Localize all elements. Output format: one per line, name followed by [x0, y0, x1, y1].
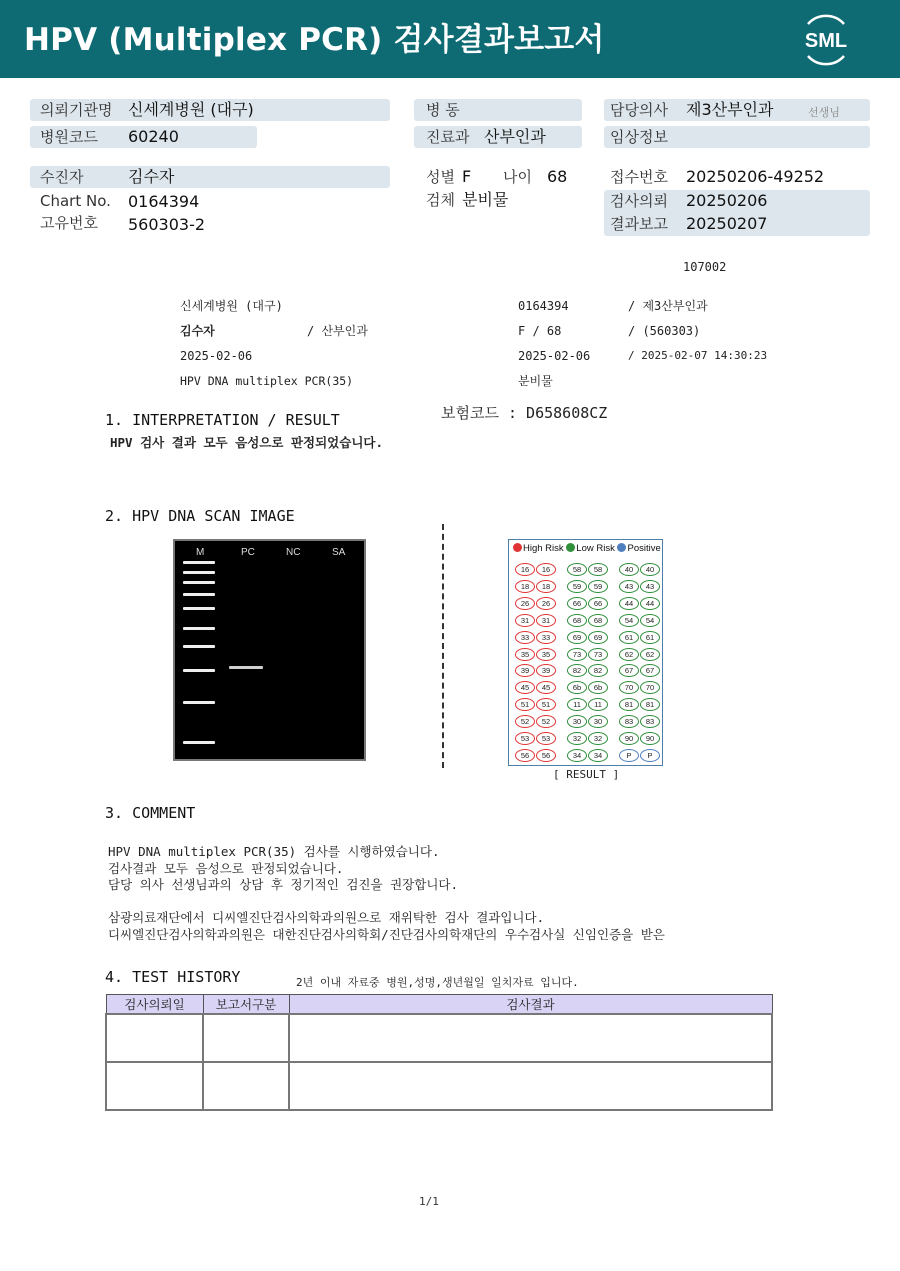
history-header-row [106, 995, 772, 1015]
genotype-pill: 18 [515, 580, 535, 593]
marker-band [183, 627, 215, 630]
institution-label: 의뢰기관명 [40, 101, 113, 119]
genotype-pill: 70 [619, 681, 639, 694]
genotype-pill: 52 [515, 715, 535, 728]
marker-band [183, 701, 215, 704]
history-col-request-date: 검사의뢰일 [106, 995, 203, 1015]
divider-dashed [442, 524, 444, 768]
genotype-pill: 45 [536, 681, 556, 694]
genotype-pill: 45 [515, 681, 535, 694]
patient-value: 김수자 [128, 167, 175, 186]
specimen-label: 검체 [426, 191, 455, 209]
genotype-pill: 11 [588, 698, 608, 711]
genotype-pill: 61 [640, 631, 660, 644]
genotype-pill: 31 [515, 614, 535, 627]
genotype-pill: 67 [619, 664, 639, 677]
genotype-pill: 51 [536, 698, 556, 711]
genotype-pill: 68 [567, 614, 587, 627]
interpretation-text: HPV 검사 결과 모두 음성으로 판정되었습니다. [110, 435, 384, 450]
genotype-pill: P [640, 749, 660, 762]
history-cell [289, 1014, 772, 1062]
genotype-pill: 62 [640, 648, 660, 661]
genotype-pill: 26 [515, 597, 535, 610]
genotype-pill: 81 [640, 698, 660, 711]
genotype-pill: 11 [567, 698, 587, 711]
genotype-pill: 26 [536, 597, 556, 610]
sheet-date2: 2025-02-06 [518, 349, 591, 363]
history-note: 2년 이내 자료중 병원,성명,생년월일 일치자료 입니다. [296, 976, 579, 989]
gel-lane-label: NC [286, 547, 301, 558]
genotype-pill: 6b [567, 681, 587, 694]
clinical-label: 임상정보 [610, 128, 668, 146]
genotype-pill: 62 [619, 648, 639, 661]
genotype-pill: 18 [536, 580, 556, 593]
table-row [106, 1062, 772, 1110]
history-cell [106, 1014, 203, 1062]
sheet-chart: 0164394 [518, 299, 569, 313]
genotype-pill: 56 [536, 749, 556, 762]
dept-value: 산부인과 [484, 127, 546, 146]
legend-low-risk-dot [566, 543, 575, 552]
genotype-pill: 66 [588, 597, 608, 610]
doctor-suffix: 선생님 [808, 106, 840, 119]
genotype-pill: 44 [640, 597, 660, 610]
marker-band [183, 741, 215, 744]
genotype-pill: 33 [536, 631, 556, 644]
genotype-pill: 58 [567, 563, 587, 576]
comment-line: 검사결과 모두 음성으로 판정되었습니다. [108, 861, 344, 876]
genotype-pill: 34 [588, 749, 608, 762]
request-date-value: 20250206 [686, 191, 768, 210]
doctor-value: 제3산부인과 [686, 100, 774, 119]
marker-band [183, 571, 215, 574]
genotype-pill: 58 [588, 563, 608, 576]
genotype-pill: 43 [619, 580, 639, 593]
sheet-dept: / 산부인과 [307, 324, 368, 338]
legend-high-risk-dot [513, 543, 522, 552]
genotype-pill: 69 [588, 631, 608, 644]
legend [513, 543, 661, 554]
marker-band [183, 607, 215, 610]
table-row [106, 1014, 772, 1062]
hospital-code-value: 60240 [128, 127, 179, 146]
legend-positive: Positive [627, 543, 661, 554]
ward-label: 병 동 [426, 101, 460, 119]
gel-lane-label: SA [332, 547, 346, 558]
gel-lane-label: PC [241, 547, 255, 558]
receipt-label: 접수번호 [610, 168, 668, 186]
result-caption: [ RESULT ] [553, 768, 620, 781]
section-comment-title: 3. COMMENT [105, 804, 196, 822]
sheet-hospital: 신세계병원 (대구) [180, 299, 283, 313]
logo-text: SML [804, 30, 848, 52]
unique-id-value: 560303-2 [128, 215, 206, 234]
sheet-test-name: HPV DNA multiplex PCR(35) [180, 374, 354, 388]
genotype-pill: 68 [588, 614, 608, 627]
patient-row-bg [30, 166, 390, 188]
comment-line: 담당 의사 선생님과의 상담 후 정기적인 검진을 권장합니다. [108, 877, 459, 892]
genotype-pill: 70 [640, 681, 660, 694]
genotype-pill: 6b [588, 681, 608, 694]
history-cell [106, 1062, 203, 1110]
genotype-pill: 54 [619, 614, 639, 627]
sheet-doctor: / 제3산부인과 [628, 299, 708, 313]
page-number: 1/1 [419, 1195, 439, 1208]
sml-logo [798, 12, 854, 68]
sheet-specimen: 분비물 [518, 374, 553, 388]
request-date-label: 검사의뢰 [610, 192, 668, 210]
marker-band [183, 645, 215, 648]
pc-band [229, 666, 263, 669]
report-date-value: 20250207 [686, 214, 768, 233]
genotype-pill: 40 [619, 563, 639, 576]
genotype-pill: 32 [588, 732, 608, 745]
genotype-pill: 16 [536, 563, 556, 576]
sheet-sex-age: F / 68 [518, 324, 562, 338]
insurance-code: 보험코드 : D658608CZ [441, 404, 608, 422]
dept-label: 진료과 [426, 128, 470, 146]
genotype-pill: 69 [567, 631, 587, 644]
chart-label: Chart No. [40, 192, 111, 210]
sex-value: F [462, 167, 472, 186]
genotype-pill: 40 [640, 563, 660, 576]
sheet-code: 107002 [683, 260, 727, 274]
age-value: 68 [547, 167, 568, 186]
hospital-code-label: 병원코드 [40, 128, 98, 146]
age-label: 나이 [503, 168, 532, 186]
history-cell [203, 1062, 289, 1110]
genotype-pill: 83 [619, 715, 639, 728]
sex-label: 성별 [426, 168, 455, 186]
patient-label: 수진자 [40, 168, 84, 186]
genotype-pill: 59 [567, 580, 587, 593]
genotype-pill: 81 [619, 698, 639, 711]
comment-line: 디씨엘진단검사의학과의원은 대한진단검사의학회/진단검사의학재단의 우수검사실 신임인증을 받은 [108, 927, 665, 942]
receipt-value: 20250206-49252 [686, 167, 825, 186]
comment-line: HPV DNA multiplex PCR(35) 검사를 시행하였습니다. [108, 844, 440, 859]
institution-value: 신세계병원 (대구) [128, 100, 254, 119]
genotype-pill: 33 [515, 631, 535, 644]
genotype-pill: 61 [619, 631, 639, 644]
genotype-pill: 39 [536, 664, 556, 677]
marker-band [183, 561, 215, 564]
genotype-pill: 34 [567, 749, 587, 762]
genotype-pill: P [619, 749, 639, 762]
genotype-pill: 35 [536, 648, 556, 661]
legend-positive-dot [617, 543, 626, 552]
genotype-pill: 67 [640, 664, 660, 677]
report-header [0, 0, 900, 78]
sheet-birth: / (560303) [628, 324, 701, 338]
section-interpretation-title: 1. INTERPRETATION / RESULT [105, 411, 340, 429]
marker-band [183, 593, 215, 596]
history-cell [203, 1014, 289, 1062]
genotype-pill: 44 [619, 597, 639, 610]
unique-id-label: 고유번호 [40, 214, 98, 232]
history-col-result: 검사결과 [289, 995, 772, 1015]
legend-low-risk: Low Risk [576, 543, 615, 554]
genotype-pill: 53 [536, 732, 556, 745]
genotype-pill: 59 [588, 580, 608, 593]
genotype-pill: 83 [640, 715, 660, 728]
history-cell [289, 1062, 772, 1110]
gel-image [173, 539, 366, 761]
genotype-pill: 16 [515, 563, 535, 576]
genotype-pill: 53 [515, 732, 535, 745]
marker-band [183, 669, 215, 672]
section-history-title: 4. TEST HISTORY [105, 968, 241, 986]
genotype-pill: 39 [515, 664, 535, 677]
legend-high-risk: High Risk [523, 543, 564, 554]
sheet-patient: 김수자 [180, 324, 215, 338]
genotype-pill: 31 [536, 614, 556, 627]
specimen-value: 분비물 [462, 190, 509, 209]
genotype-pill: 90 [640, 732, 660, 745]
sheet-report-time: / 2025-02-07 14:30:23 [628, 349, 768, 362]
marker-band [183, 581, 215, 584]
genotype-pill: 43 [640, 580, 660, 593]
report-date-label: 결과보고 [610, 215, 668, 233]
genotype-pill: 32 [567, 732, 587, 745]
genotype-pill: 35 [515, 648, 535, 661]
chart-value: 0164394 [128, 192, 200, 211]
genotype-pill: 73 [567, 648, 587, 661]
genotype-pill: 30 [588, 715, 608, 728]
doctor-label: 담당의사 [610, 101, 668, 119]
genotype-pill: 30 [567, 715, 587, 728]
genotype-pill: 73 [588, 648, 608, 661]
history-col-report-type: 보고서구분 [203, 995, 289, 1015]
genotype-pill: 51 [515, 698, 535, 711]
genotype-pill: 82 [588, 664, 608, 677]
report-title: HPV (Multiplex PCR) 검사결과보고서 [24, 22, 605, 58]
comment-line: 삼광의료재단에서 디씨엘진단검사의학과의원으로 재위탁한 검사 결과입니다. [108, 910, 545, 925]
history-table [105, 994, 773, 1111]
genotype-pill: 56 [515, 749, 535, 762]
genotype-pill: 66 [567, 597, 587, 610]
genotype-pill: 52 [536, 715, 556, 728]
genotype-pill: 82 [567, 664, 587, 677]
genotype-pill: 54 [640, 614, 660, 627]
hpv-result-panel [508, 539, 663, 766]
sheet-date1: 2025-02-06 [180, 349, 253, 363]
gel-lane-label: M [196, 547, 205, 558]
section-scan-title: 2. HPV DNA SCAN IMAGE [105, 507, 295, 525]
genotype-pill: 90 [619, 732, 639, 745]
